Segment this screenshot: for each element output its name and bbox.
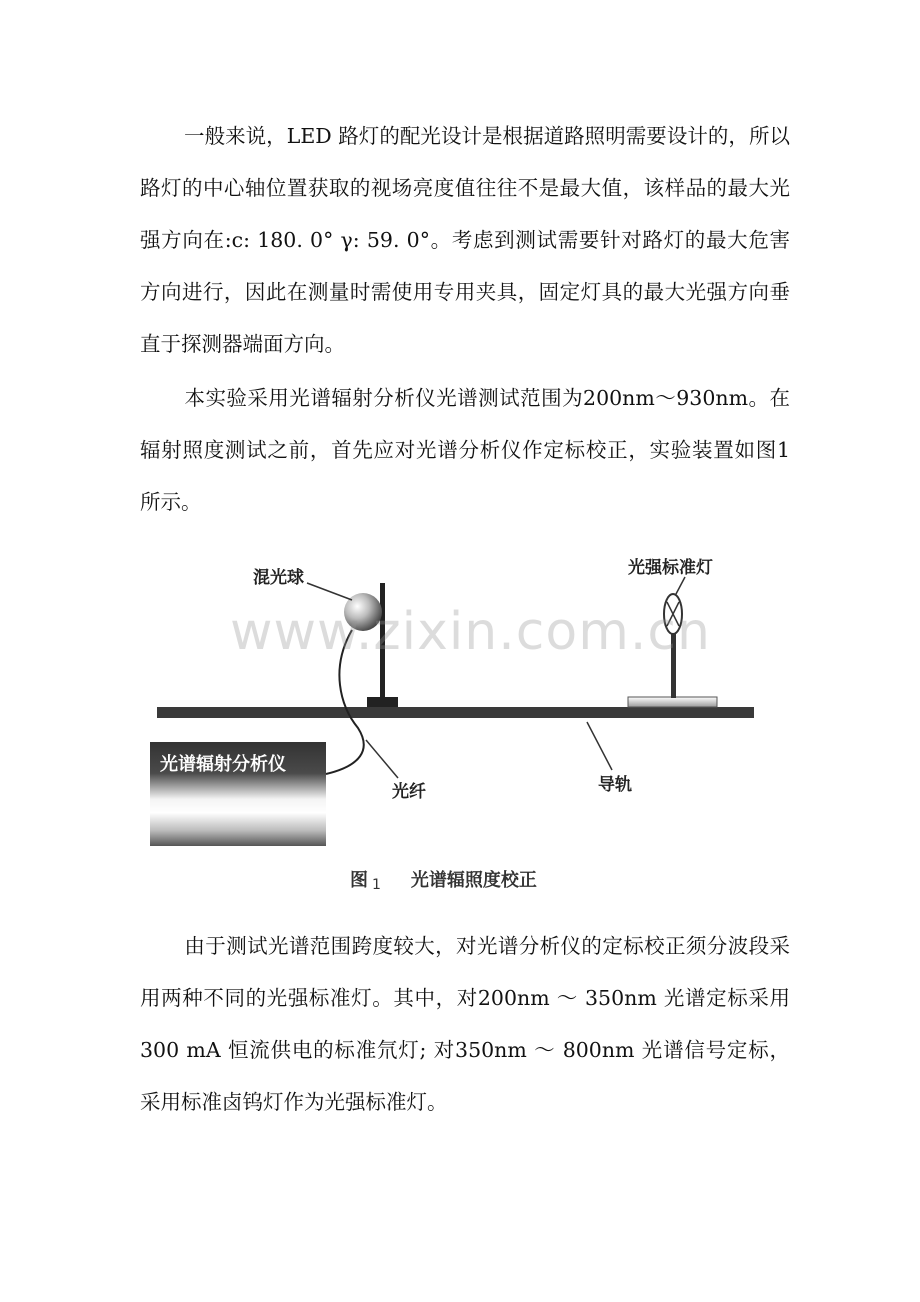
rail-leader-line [587, 722, 612, 770]
paragraph-3-text: 由于测试光谱范围跨度较大，对光谱分析仪的定标校正须分波段采用两种不同的光强标准灯。其中，对200nm ～ 350nm 光谱定标采用300 mA 恒流供电的标准氘灯; 对350nm ～ 800nm 光谱信号定标，采用标准卤钨灯作为光强标准灯。 [140, 934, 790, 1114]
lamp-platform [628, 697, 717, 707]
figure-caption [350, 866, 537, 893]
paragraph-2-text: 本实验采用光谱辐射分析仪光谱测试范围为200nm～930nm。在辐射照度测试之前，首先应对光谱分析仪作定标校正，实验装置如图1 所示。 [140, 386, 790, 514]
analyzer-label: 光谱辐射分析仪 [160, 754, 286, 775]
rail [157, 707, 754, 718]
sphere-stand-base [367, 697, 398, 707]
fiber-label: 光纤 [392, 782, 426, 802]
lamp-label: 光强标准灯 [628, 558, 713, 578]
paragraph-3 [140, 920, 790, 1128]
lamp-leader-line [676, 577, 685, 594]
watermark: www.zixin.com.cn [230, 602, 711, 662]
caption-title: 光谱辐照度校正 [410, 870, 537, 891]
rail-label: 导轨 [598, 775, 632, 795]
sphere-leader-line [307, 583, 352, 600]
caption-number: 1 [372, 877, 381, 893]
paragraph-1-text: 一般来说，LED 路灯的配光设计是根据道路照明需要设计的，所以路灯的中心轴位置获取的视场亮度值往往不是最大值，该样品的最大光强方向在:c: 180. 0° γ: 59. 0°。考虑到测试需要针对路灯的最大危害方向进行，因此在测量时需使用专用夹具，固定灯具的最大光强方向垂直于探测器端面方向。 [140, 124, 790, 356]
fiber-leader-line [366, 740, 398, 778]
caption-prefix: 图 [350, 870, 368, 891]
sphere-label: 混光球 [253, 568, 304, 588]
